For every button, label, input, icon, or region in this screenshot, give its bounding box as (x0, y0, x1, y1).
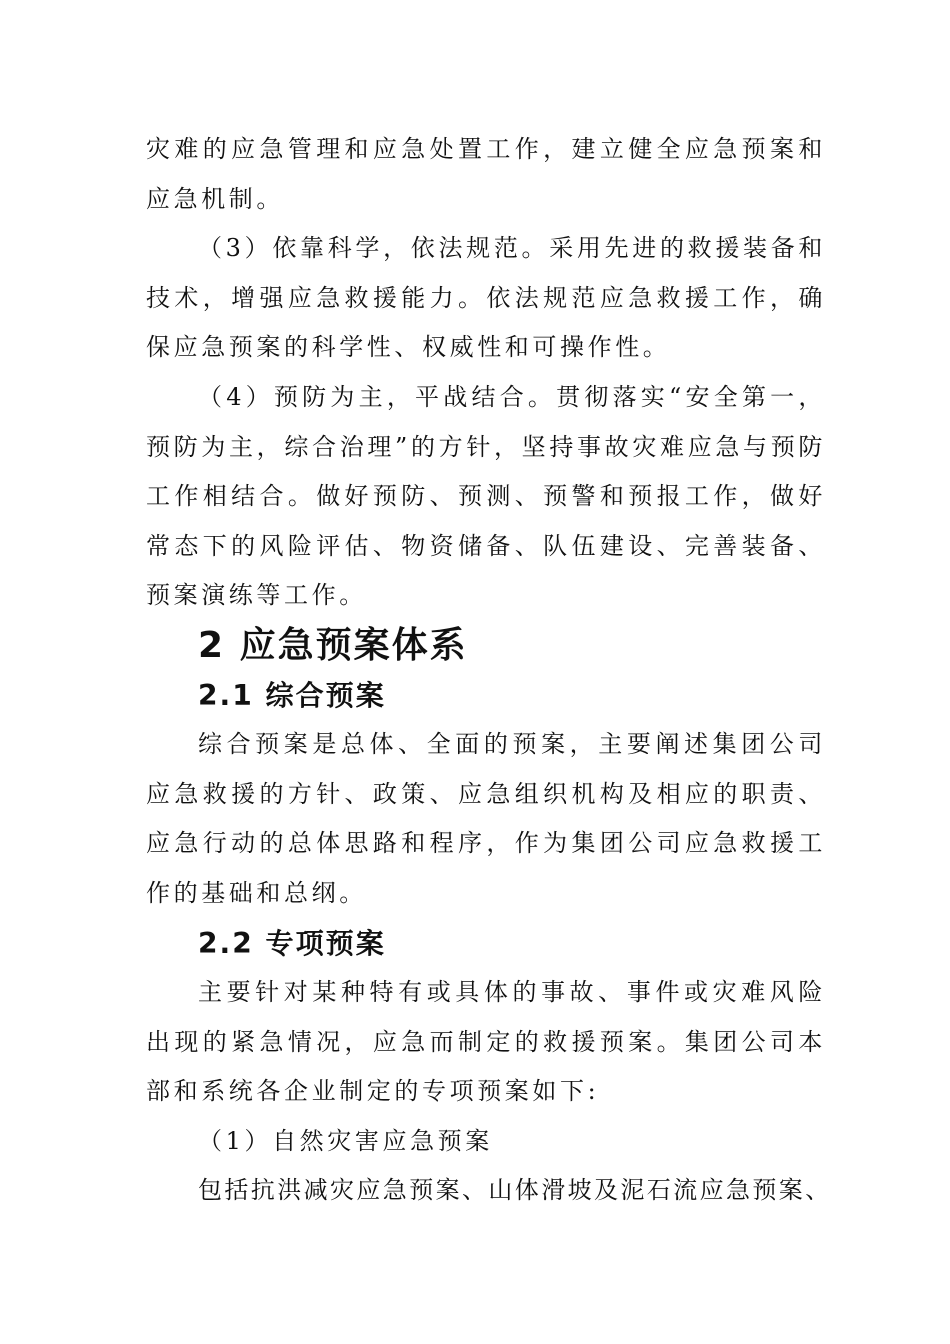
section-heading-2-2: 2.2 专项预案 (198, 926, 386, 960)
section-heading-2-1: 2.1 综合预案 (198, 678, 386, 712)
paragraph-principle-4: （4）预防为主，平战结合。贯彻落实“安全第一，预防为主，综合治理”的方针，坚持事故灾难应急与预防工作相结合。做好预防、预测、预警和预报工作，做好常态下的风险评估、物资储备、队伍建设、完善装备、预案演练等工作。 (146, 382, 826, 610)
paragraph-comprehensive-plan: 综合预案是总体、全面的预案，主要阐述集团公司应急救援的方针、政策、应急组织机构及相应的职责、应急行动的总体思路和程序，作为集团公司应急救援工作的基础和总纲。 (146, 730, 826, 907)
list-item-natural-disaster-plan: （1）自然灾害应急预案 (198, 1126, 493, 1155)
section-heading-2: 2 应急预案体系 (198, 624, 468, 666)
paragraph-principle-3: （3）依靠科学，依法规范。采用先进的救援装备和技术，增强应急救援能力。依法规范应急救援工作，确保应急预案的科学性、权威性和可操作性。 (146, 234, 826, 362)
paragraph-principles-continued: 灾难的应急管理和应急处置工作，建立健全应急预案和应急机制。 (146, 135, 826, 213)
paragraph-special-plan: 主要针对某种特有或具体的事故、事件或灾难风险出现的紧急情况，应急而制定的救援预案。集团公司本部和系统各企业制定的专项预案如下: (146, 978, 826, 1106)
paragraph-natural-disaster-includes: 包括抗洪减灾应急预案、山体滑坡及泥石流应急预案、 (198, 1176, 832, 1205)
document-page (146, 125, 832, 1216)
